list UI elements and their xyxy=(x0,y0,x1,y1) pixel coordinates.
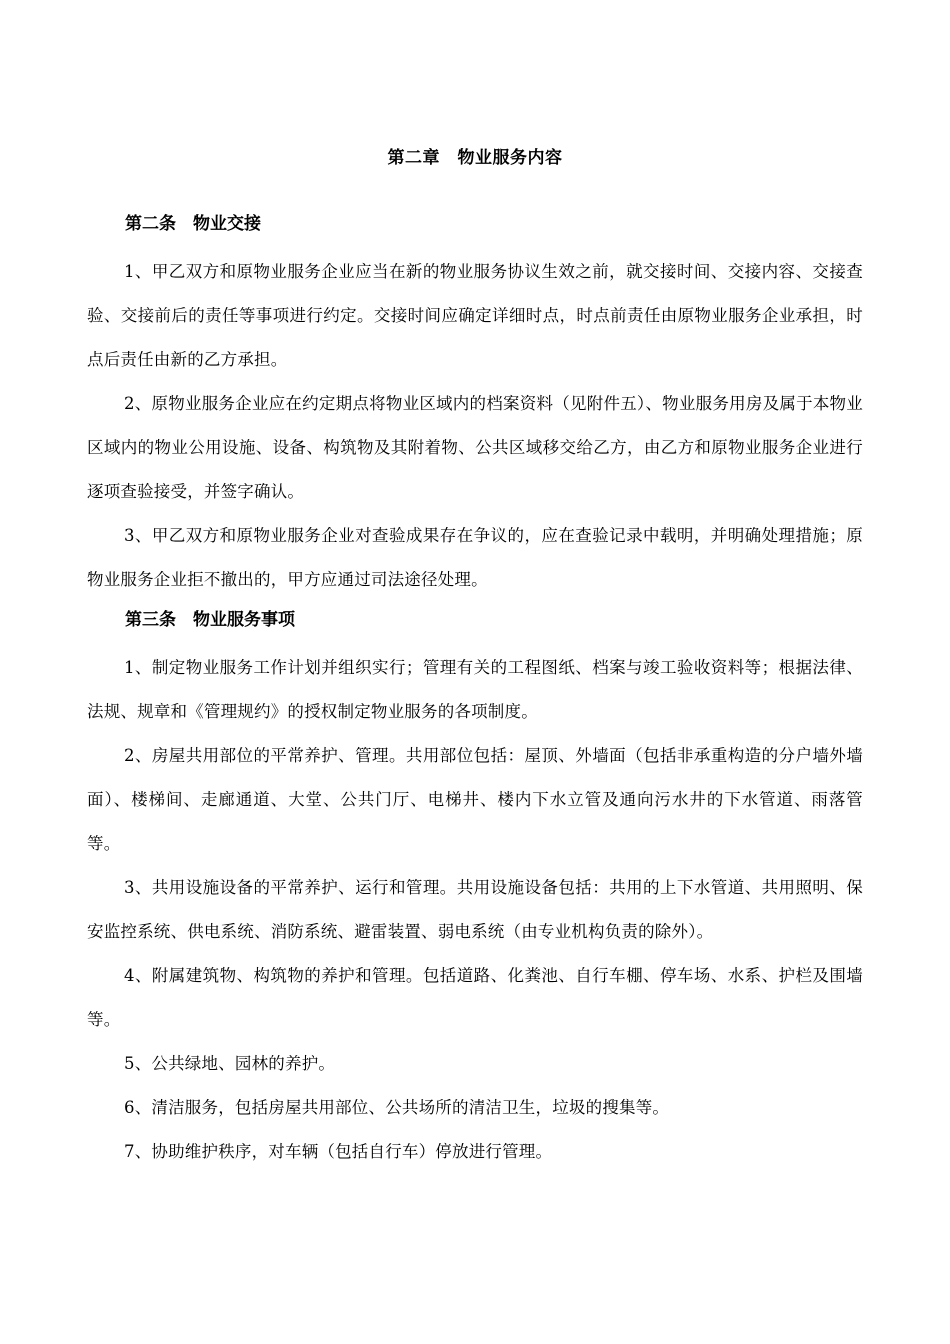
paragraph: 2、房屋共用部位的平常养护、管理。共用部位包括：屋顶、外墙面（包括非承重构造的分户墙外墙面）、楼梯间、走廊通道、大堂、公共门厅、电梯井、楼内下水立管及通向污水井的下水管道、雨落管等。 xyxy=(87,746,863,853)
paragraph: 3、共用设施设备的平常养护、运行和管理。共用设施设备包括：共用的上下水管道、共用照明、保安监控系统、供电系统、消防系统、避雷装置、弱电系统（由专业机构负责的除外）。 xyxy=(87,878,863,941)
paragraph: 1、制定物业服务工作计划并组织实行；管理有关的工程图纸、档案与竣工验收资料等；根据法律、法规、规章和《管理规约》的授权制定物业服务的各项制度。 xyxy=(87,658,863,721)
paragraph: 1、甲乙双方和原物业服务企业应当在新的物业服务协议生效之前，就交接时间、交接内容、交接查验、交接前后的责任等事项进行约定。交接时间应确定详细时点，时点前责任由原物业服务企业承担，时点后责任由新的乙方承担。 xyxy=(87,262,863,369)
article-2 xyxy=(87,206,863,602)
document-body xyxy=(87,206,863,1174)
article-3 xyxy=(87,602,863,1174)
paragraph: 3、甲乙双方和原物业服务企业对查验成果存在争议的，应在查验记录中载明，并明确处理措施；原物业服务企业拒不撤出的，甲方应通过司法途径处理。 xyxy=(87,526,863,589)
paragraph: 5、公共绿地、园林的养护。 xyxy=(124,1054,336,1073)
paragraph: 4、附属建筑物、构筑物的养护和管理。包括道路、化粪池、自行车棚、停车场、水系、护栏及围墙等。 xyxy=(87,966,863,1029)
paragraph: 7、协助维护秩序，对车辆（包括自行车）停放进行管理。 xyxy=(124,1142,553,1161)
article-title: 第二条 物业交接 xyxy=(125,214,261,234)
paragraph: 6、清洁服务，包括房屋共用部位、公共场所的清洁卫生，垃圾的搜集等。 xyxy=(124,1098,670,1117)
article-title: 第三条 物业服务事项 xyxy=(125,610,295,630)
chapter-title: 第二章 物业服务内容 xyxy=(387,148,563,168)
paragraph: 2、原物业服务企业应在约定期点将物业区域内的档案资料（见附件五）、物业服务用房及属于本物业区域内的物业公用设施、设备、构筑物及其附着物、公共区域移交给乙方，由乙方和原物业服务企业进行逐项查验接受，并签字确认。 xyxy=(87,394,863,501)
